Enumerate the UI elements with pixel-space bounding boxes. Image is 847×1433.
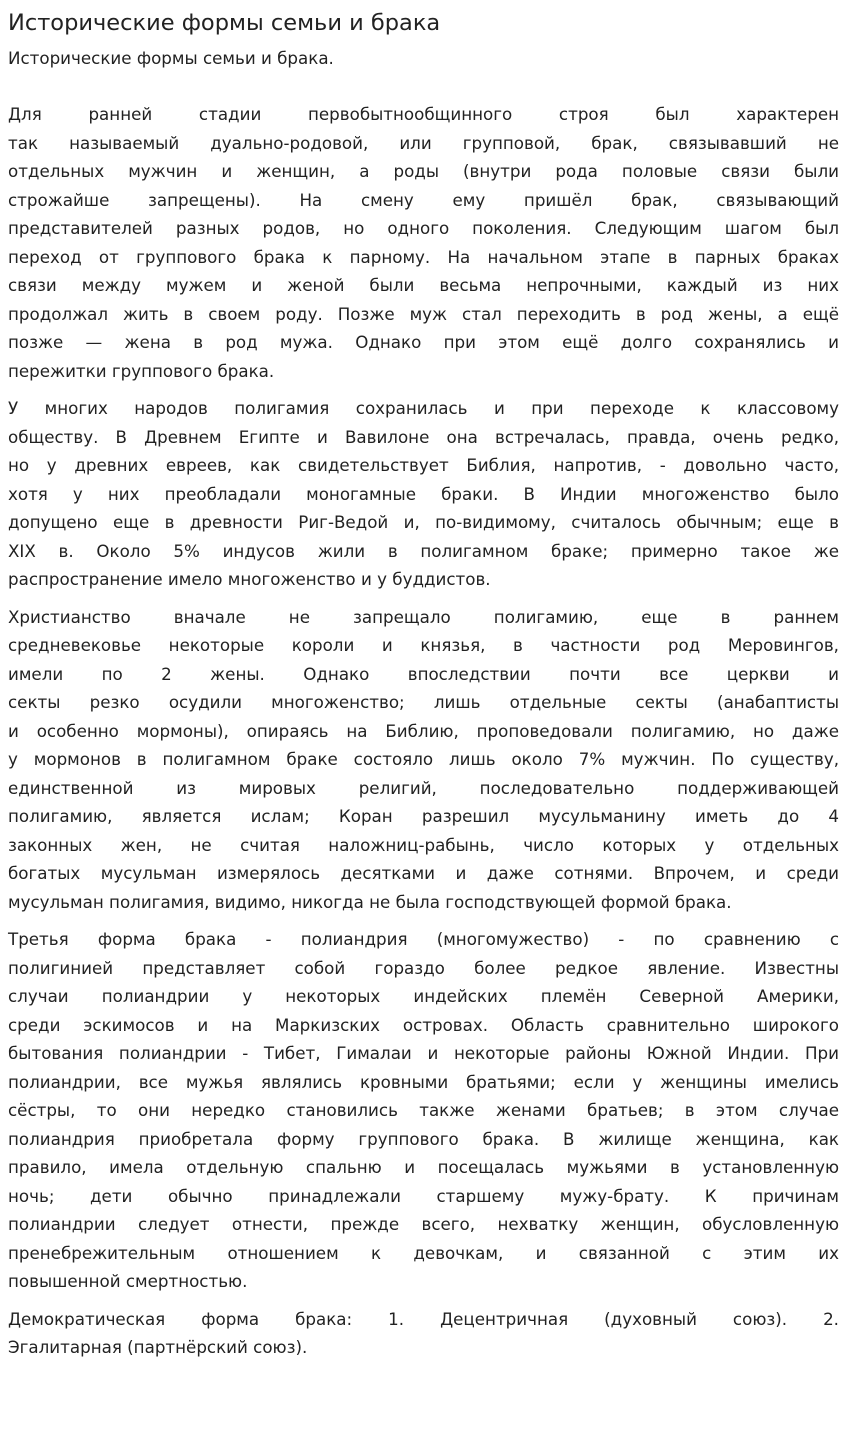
paragraph-line: и особенно мормоны), опираясь на Библию, проповедовали полигамию, но даже [8, 720, 839, 741]
paragraph-line: полиандрии, все мужья являлись кровными братьями; если у женщины имелись [8, 1071, 839, 1092]
paragraph-line: переход от группового брака к парному. На начальном этапе в парных браках [8, 246, 839, 267]
paragraph-line: имели по 2 жены. Однако впоследствии почти все церкви и [8, 663, 839, 684]
paragraph-line: у мормонов в полигамном браке состояло лишь около 7% мужчин. По существу, [8, 749, 839, 769]
paragraph-line: богатых мусульман измерялось десятками и даже сотнями. Впрочем, и среди [8, 863, 839, 883]
paragraph-line: У многих народов полигамия сохранилась и при переходе к классовому [8, 398, 839, 418]
paragraph-line: Эгалитарная (партнёрский союз). [8, 1337, 308, 1357]
paragraph-line: продолжал жить в своем роду. Позже муж стал переходить в род жены, а ещё [8, 303, 839, 324]
paragraph-line: допущено еще в древности Риг-Ведой и, по-видимому, считалось обычным; еще в [8, 512, 839, 532]
paragraph-line: Для ранней стадии первобытнообщинного строя был характерен [8, 104, 839, 124]
paragraph-line: Демократическая форма брака: 1. Децентричная (духовный союз). 2. [8, 1308, 839, 1329]
paragraph-line: хотя у них преобладали моногамные браки. В Индии многоженство было [8, 483, 839, 504]
paragraph-line: представителей разных родов, но одного поколения. Следующим шагом был [8, 218, 839, 238]
paragraph-line: секты резко осудили многоженство; лишь отдельные секты (анабаптисты [8, 692, 839, 712]
paragraph-christianity [8, 603, 839, 917]
paragraph-line: пренебрежительным отношением к девочкам, и связанной с этим их [8, 1242, 839, 1263]
document-subtitle: Исторические формы семьи и брака. [8, 48, 334, 68]
paragraph-line: случаи полиандрии у некоторых индейских племён Северной Америки, [8, 986, 839, 1006]
paragraph-group-marriage [8, 100, 839, 385]
paragraph-line: отдельных мужчин и женщин, а роды (внутри рода половые связи были [8, 161, 839, 181]
paragraph-line: полигамию, является ислам; Коран разрешил мусульманину иметь до 4 [8, 806, 839, 826]
paragraph-line: среди эскимосов и на Маркизских островах. Область сравнительно широкого [8, 1014, 839, 1035]
paragraph-line: позже — жена в род мужа. Однако при этом ещё долго сохранялись и [8, 332, 839, 352]
paragraph-line: строжайше запрещены). На смену ему пришёл брак, связывающий [8, 189, 839, 210]
paragraph-line: но у древних евреев, как свидетельствует Библия, напротив, - довольно часто, [8, 455, 839, 475]
paragraph-line: Христианство вначале не запрещало полигамию, еще в раннем [8, 606, 839, 627]
paragraph-polygamy [8, 394, 839, 594]
paragraph-line: ночь; дети обычно принадлежали старшему мужу-брату. К причинам [8, 1185, 839, 1206]
paragraph-line: Третья форма брака - полиандрия (многомужество) - по сравнению с [8, 929, 839, 949]
paragraph-line: полиандрия приобретала форму группового брака. В жилище женщина, как [8, 1128, 839, 1149]
paragraph-line: законных жен, не считая наложниц-рабынь, число которых у отдельных [8, 834, 839, 855]
paragraph-line: распространение имело многоженство и у буддистов. [8, 569, 491, 589]
paragraph-line: мусульман полигамия, видимо, никогда не была господствующей формой брака. [8, 891, 732, 912]
paragraph-line: так называемый дуально-родовой, или групповой, брак, связывавший не [8, 132, 839, 153]
paragraph-line: полигинией представляет собой гораздо более редкое явление. Известны [8, 957, 839, 978]
paragraph-line: правило, имела отдельную спальню и посещалась мужьями в установленную [8, 1157, 839, 1177]
paragraph-democratic-marriage [8, 1305, 839, 1362]
paragraph-line: связи между мужем и женой были весьма непрочными, каждый из них [8, 275, 839, 295]
paragraph-line: бытования полиандрии - Тибет, Гималаи и некоторые районы Южной Индии. При [8, 1043, 839, 1063]
paragraph-line: средневековье некоторые короли и князья, в частности род Меровингов, [8, 635, 839, 655]
paragraph-polyandry [8, 925, 839, 1296]
paragraph-line: пережитки группового брака. [8, 360, 275, 381]
paragraph-line: повышенной смертностью. [8, 1271, 248, 1291]
paragraph-line: единственной из мировых религий, последовательно поддерживающей [8, 777, 839, 798]
paragraph-line: полиандрии следует отнести, прежде всего, нехватку женщин, обусловленную [8, 1214, 839, 1234]
paragraph-line: обществу. В Древнем Египте и Вавилоне она встречалась, правда, очень редко, [8, 426, 839, 447]
paragraph-line: XIX в. Около 5% индусов жили в полигамном браке; примерно такое же [8, 540, 839, 561]
paragraph-line: сёстры, то они нередко становились также женами братьев; в этом случае [8, 1100, 839, 1120]
page-title: Исторические формы семьи и брака [8, 10, 441, 36]
